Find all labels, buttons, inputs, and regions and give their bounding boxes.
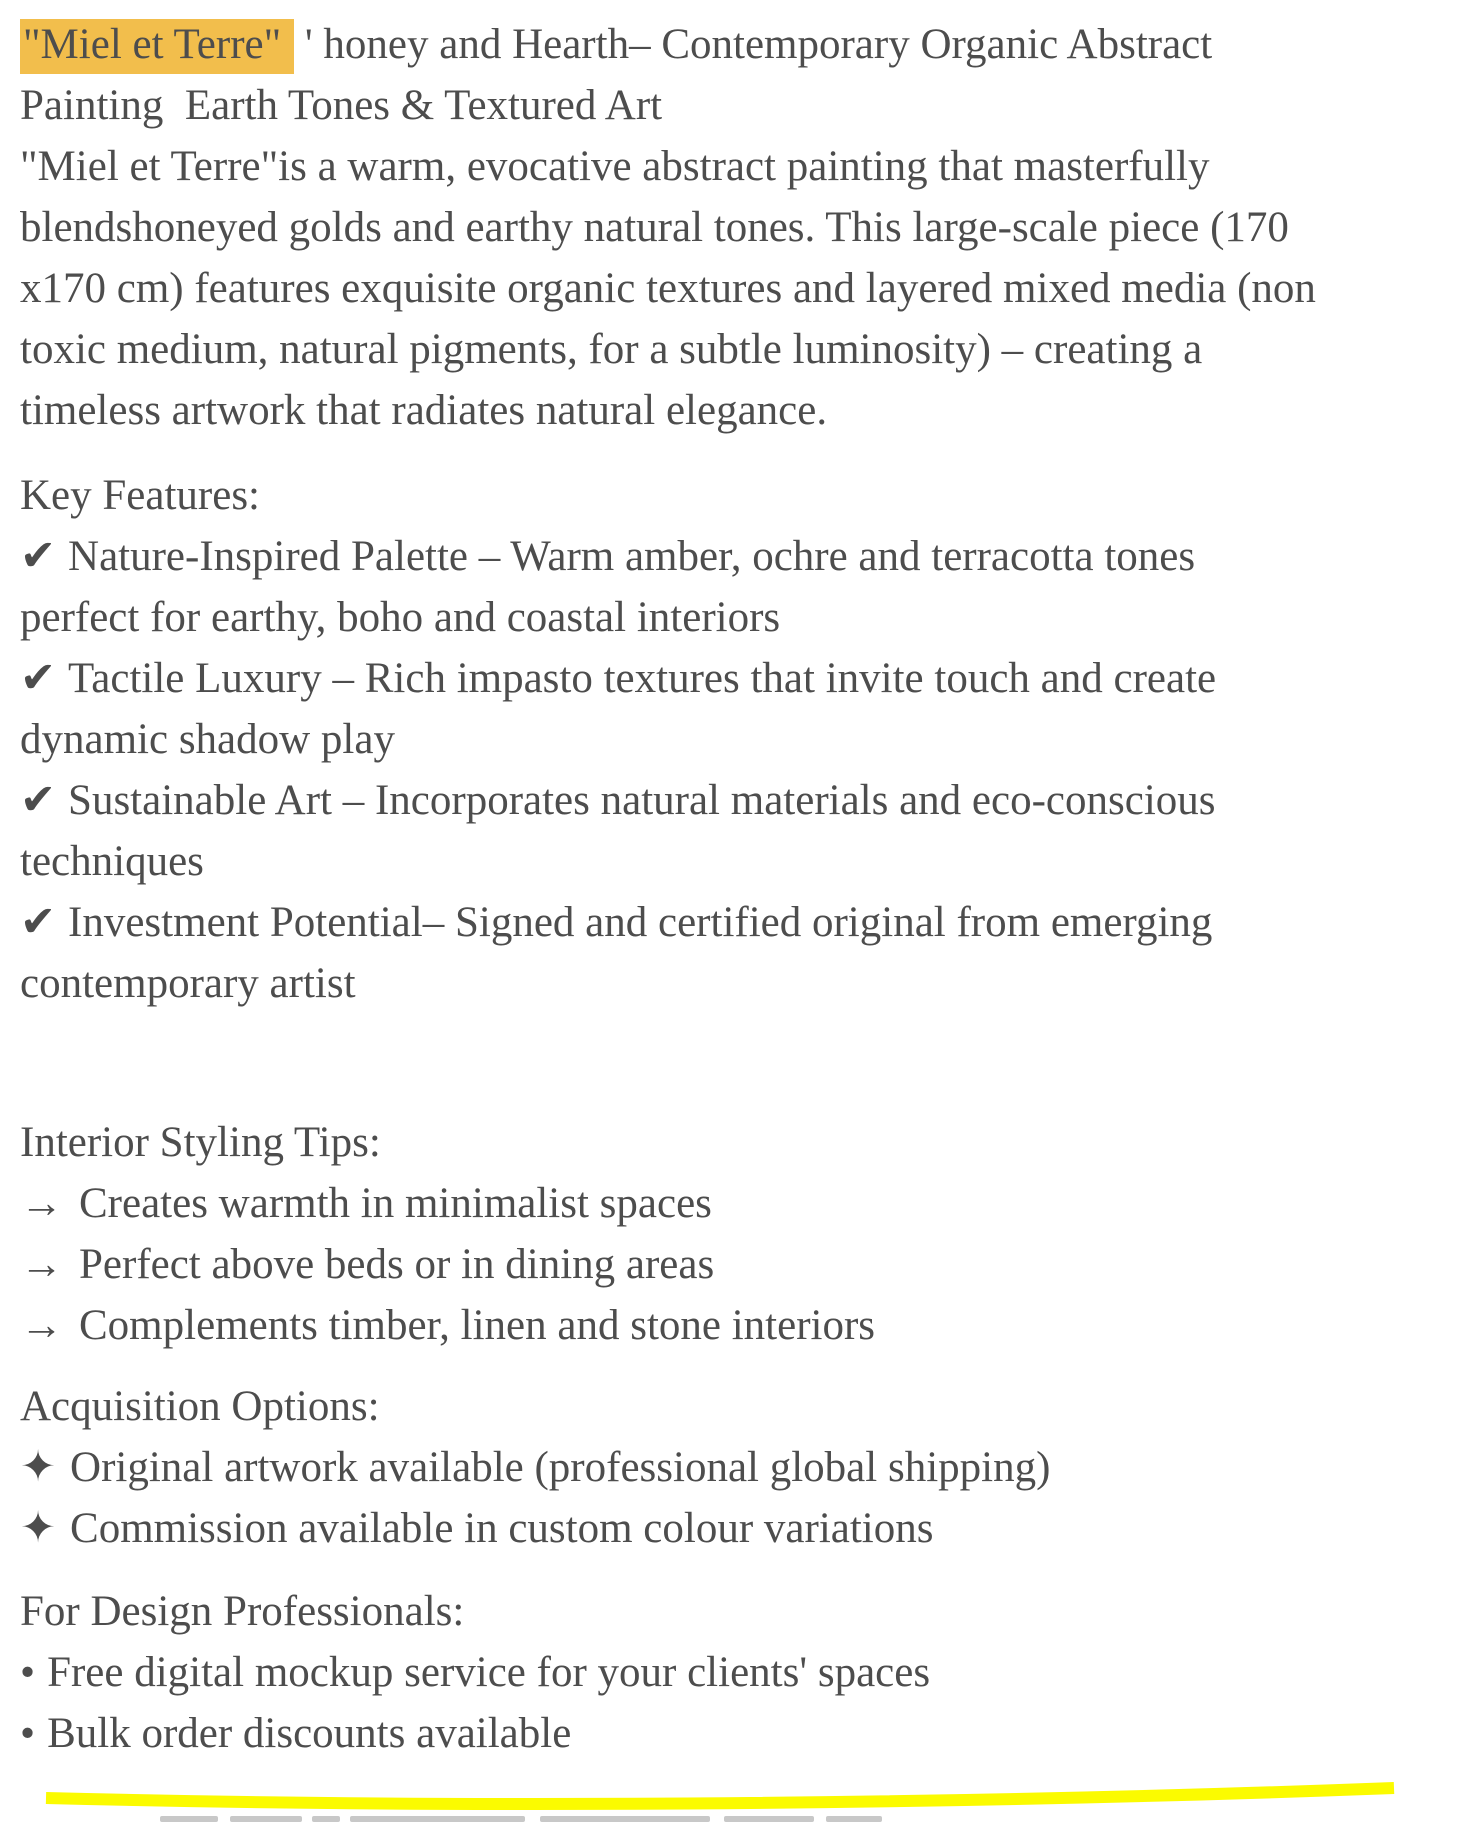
styling-tip-text: Complements timber, linen and stone interiors [79, 1302, 876, 1349]
feature-text-continued: perfect for earthy, boho and coastal interiors [20, 594, 781, 641]
styling-tip-item [20, 1234, 1448, 1295]
feature-item [20, 892, 1448, 953]
cutoff-text-fragment [350, 1816, 525, 1822]
arrow-icon: → [20, 1241, 63, 1288]
diamond-icon: ✦ [20, 1505, 57, 1552]
checkmark-icon: ✔ [20, 533, 57, 580]
description-line: x170 cm) features exquisite organic textures and layered mixed media (non [20, 265, 1316, 312]
styling-tips-heading: Interior Styling Tips: [20, 1119, 381, 1166]
description-line: blendshoneyed golds and earthy natural tones. This large-scale piece (170 [20, 204, 1289, 251]
acquisition-options-section [20, 1376, 1448, 1559]
acquisition-heading: Acquisition Options: [20, 1383, 380, 1430]
cutoff-text-fragment [312, 1816, 340, 1822]
feature-item [20, 770, 1448, 831]
feature-text: Nature-Inspired Palette – Warm amber, ochre and terracotta tones [68, 533, 1196, 580]
acquisition-item [20, 1437, 1448, 1498]
design-professionals-section [20, 1581, 1448, 1764]
checkmark-icon: ✔ [20, 777, 57, 824]
design-pros-text: Bulk order discounts available [47, 1710, 572, 1757]
page-title-line-2: Painting Earth Tones & Textured Art [20, 82, 663, 129]
feature-item [20, 648, 1448, 709]
key-features-section [20, 465, 1448, 1014]
feature-text: Investment Potential– Signed and certified original from emerging [68, 899, 1213, 946]
cutoff-text-fragment [230, 1816, 302, 1822]
cutoff-text-fragment [724, 1816, 814, 1822]
feature-item [20, 526, 1448, 587]
styling-tip-item [20, 1173, 1448, 1234]
description-line: "Miel et Terre"is a warm, evocative abstract painting that masterfully [20, 143, 1210, 190]
description-line: timeless artwork that radiates natural elegance. [20, 387, 828, 434]
feature-text-continued: contemporary artist [20, 960, 356, 1007]
styling-tip-text: Creates warmth in minimalist spaces [79, 1180, 712, 1227]
feature-text: Sustainable Art – Incorporates natural materials and eco-conscious [68, 777, 1216, 824]
title-rest: ' honey and Hearth– Contemporary Organic Abstract [294, 21, 1213, 68]
design-pros-item [20, 1642, 1448, 1703]
bullet-icon: • [20, 1710, 36, 1757]
arrow-icon: → [20, 1180, 63, 1227]
arrow-icon: → [20, 1302, 63, 1349]
styling-tip-text: Perfect above beds or in dining areas [79, 1241, 715, 1288]
bullet-icon: • [20, 1649, 36, 1696]
description-line: toxic medium, natural pigments, for a subtle luminosity) – creating a [20, 326, 1203, 373]
design-pros-item [20, 1703, 1448, 1764]
checkmark-icon: ✔ [20, 899, 57, 946]
acquisition-item [20, 1498, 1448, 1559]
cutoff-text-fragment [826, 1816, 882, 1822]
title-highlighted-text: "Miel et Terre" [20, 19, 294, 74]
page-title-line-1 [20, 14, 1448, 75]
acquisition-text: Original artwork available (professional global shipping) [70, 1444, 1051, 1491]
acquisition-text: Commission available in custom colour variations [70, 1505, 934, 1552]
feature-text: Tactile Luxury – Rich impasto textures that invite touch and create [68, 655, 1217, 702]
key-features-heading: Key Features: [20, 472, 261, 519]
feature-text-continued: techniques [20, 838, 204, 885]
highlighter-underline [0, 1776, 1464, 1820]
design-pros-heading: For Design Professionals: [20, 1588, 465, 1635]
diamond-icon: ✦ [20, 1444, 57, 1491]
styling-tip-item [20, 1295, 1448, 1356]
checkmark-icon: ✔ [20, 655, 57, 702]
design-pros-text: Free digital mockup service for your clients' spaces [47, 1649, 931, 1696]
styling-tips-section [20, 1112, 1448, 1356]
description-paragraph [20, 136, 1448, 441]
cutoff-text-fragment [160, 1816, 218, 1822]
cutoff-text-fragment [540, 1816, 710, 1822]
feature-text-continued: dynamic shadow play [20, 716, 395, 763]
